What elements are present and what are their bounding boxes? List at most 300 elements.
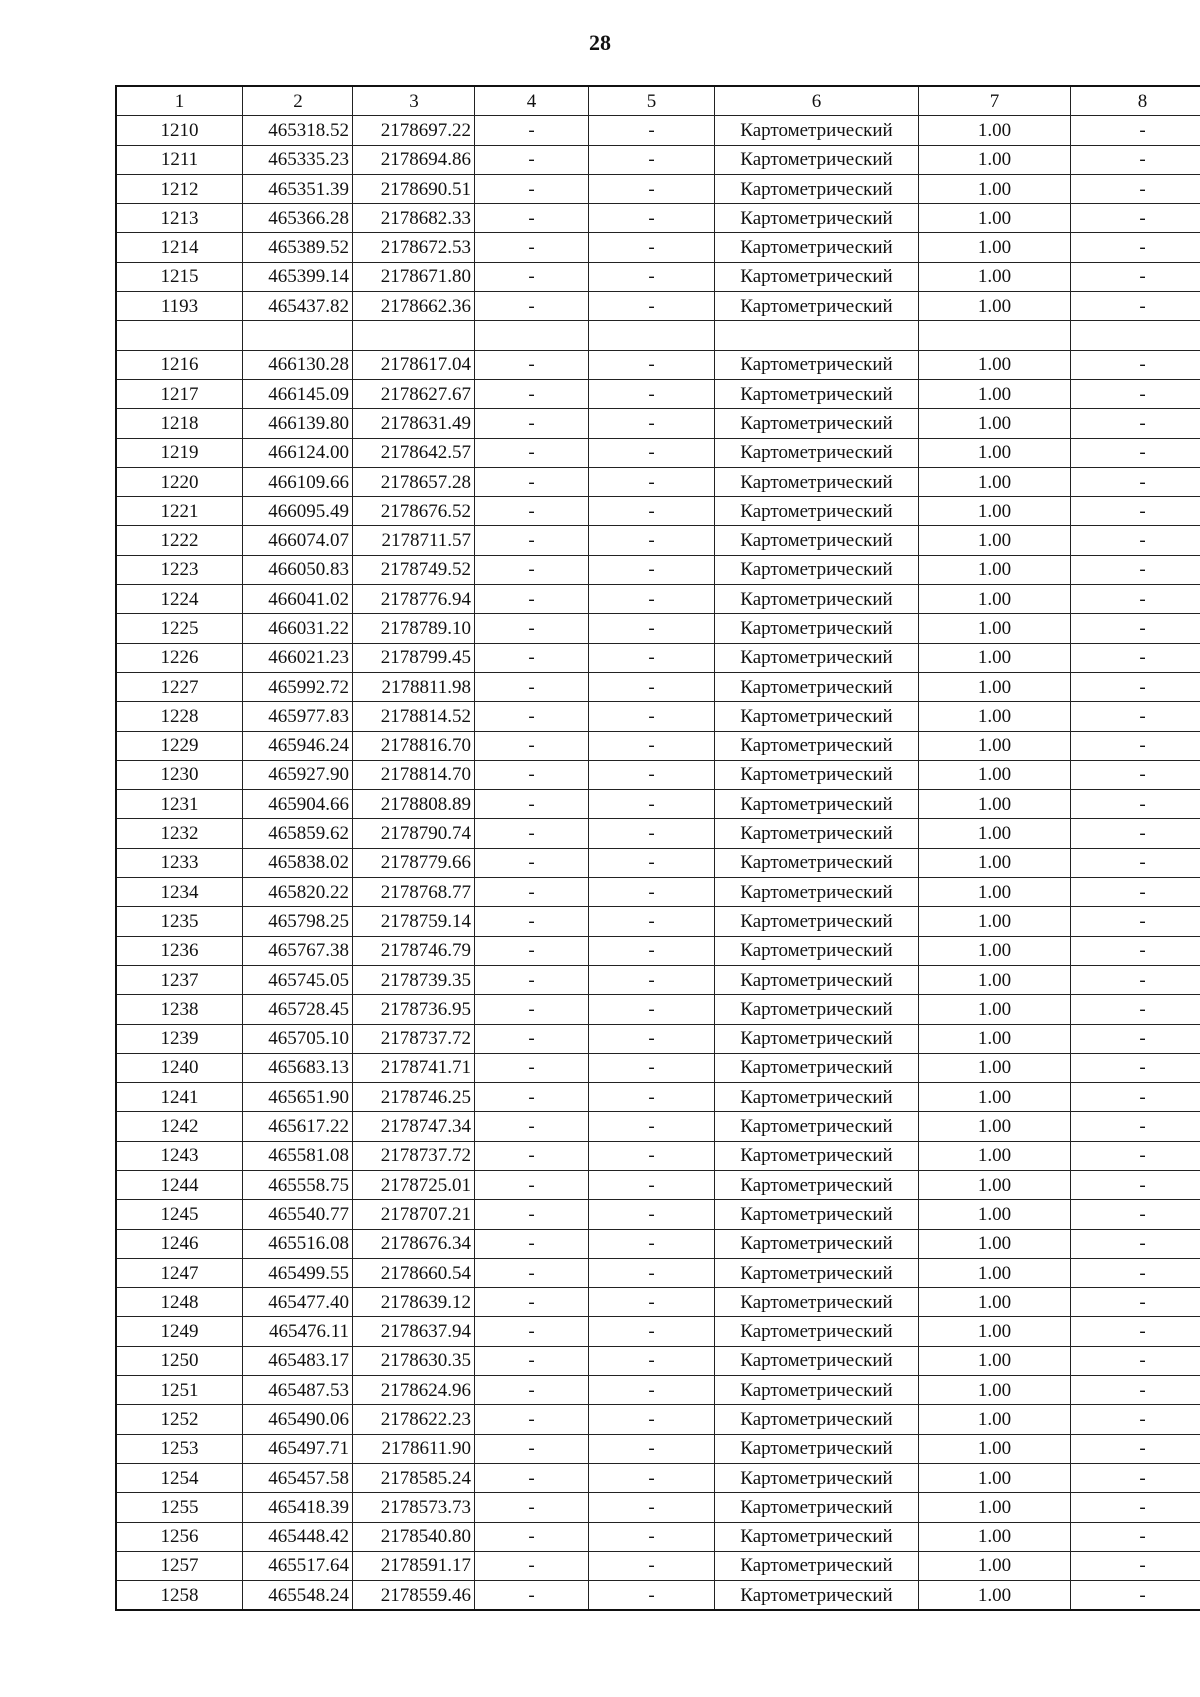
point-number-cell: 1216 [116,350,243,379]
y-coordinate-cell: 2178711.57 [353,526,475,555]
y-coordinate-cell: 2178660.54 [353,1258,475,1287]
point-number-cell: 1236 [116,936,243,965]
method-cell: Картометрический [715,672,919,701]
method-cell: Картометрический [715,936,919,965]
accuracy-cell: 1.00 [919,1288,1071,1317]
point-number-cell: 1220 [116,467,243,496]
table-row [116,907,1200,936]
x-coordinate-cell: 465859.62 [243,819,353,848]
column-4-cell: - [475,1258,589,1287]
x-coordinate-cell: 465820.22 [243,878,353,907]
method-cell: Картометрический [715,379,919,408]
accuracy-cell: 1.00 [919,731,1071,760]
y-coordinate-cell: 2178622.23 [353,1405,475,1434]
x-coordinate-cell: 465558.75 [243,1170,353,1199]
accuracy-cell: 1.00 [919,555,1071,584]
accuracy-cell: 1.00 [919,878,1071,907]
y-coordinate-cell: 2178694.86 [353,145,475,174]
accuracy-cell: 1.00 [919,1053,1071,1082]
table-header [116,86,1200,116]
y-coordinate-cell: 2178642.57 [353,438,475,467]
point-number-cell: 1252 [116,1405,243,1434]
column-4-cell: - [475,1493,589,1522]
table-row [116,585,1200,614]
accuracy-cell: 1.00 [919,1083,1071,1112]
column-4-cell: - [475,965,589,994]
column-5-cell: - [589,907,715,936]
column-header-7: 7 [919,86,1071,116]
table-row [116,1493,1200,1522]
x-coordinate-cell: 465477.40 [243,1288,353,1317]
accuracy-cell: 1.00 [919,1141,1071,1170]
method-cell: Картометрический [715,174,919,203]
column-4-cell: - [475,585,589,614]
column-4-cell: - [475,1405,589,1434]
column-4-cell: - [475,848,589,877]
point-number-cell: 1256 [116,1522,243,1551]
accuracy-cell: 1.00 [919,907,1071,936]
x-coordinate-cell: 465767.38 [243,936,353,965]
column-5-cell: - [589,1522,715,1551]
method-cell: Картометрический [715,1229,919,1258]
column-8-cell: - [1071,233,1200,262]
point-number-cell [116,321,243,350]
column-4-cell: - [475,790,589,819]
column-5-cell: - [589,731,715,760]
column-4-cell: - [475,672,589,701]
column-8-cell: - [1071,878,1200,907]
method-cell: Картометрический [715,1522,919,1551]
column-8-cell: - [1071,1493,1200,1522]
column-4-cell [475,321,589,350]
column-8-cell: - [1071,995,1200,1024]
method-cell: Картометрический [715,585,919,614]
column-5-cell: - [589,702,715,731]
point-number-cell: 1215 [116,262,243,291]
page-number: 28 [589,30,611,55]
column-4-cell: - [475,292,589,321]
y-coordinate-cell: 2178676.34 [353,1229,475,1258]
y-coordinate-cell: 2178779.66 [353,848,475,877]
table-row [116,731,1200,760]
method-cell: Картометрический [715,1434,919,1463]
accuracy-cell: 1.00 [919,409,1071,438]
accuracy-cell: 1.00 [919,1229,1071,1258]
column-4-cell: - [475,350,589,379]
x-coordinate-cell: 465318.52 [243,116,353,145]
point-number-cell: 1238 [116,995,243,1024]
y-coordinate-cell: 2178746.25 [353,1083,475,1112]
point-number-cell: 1223 [116,555,243,584]
accuracy-cell: 1.00 [919,1493,1071,1522]
table-row [116,965,1200,994]
column-5-cell: - [589,1083,715,1112]
column-4-cell: - [475,1229,589,1258]
accuracy-cell: 1.00 [919,995,1071,1024]
method-cell: Картометрический [715,262,919,291]
y-coordinate-cell: 2178662.36 [353,292,475,321]
y-coordinate-cell: 2178624.96 [353,1376,475,1405]
column-5-cell: - [589,878,715,907]
table-row [116,174,1200,203]
method-cell: Картометрический [715,555,919,584]
method-cell: Картометрический [715,1405,919,1434]
table-row [116,204,1200,233]
point-number-cell: 1232 [116,819,243,848]
table-row [116,1170,1200,1199]
table-row [116,848,1200,877]
column-5-cell: - [589,1141,715,1170]
column-5-cell: - [589,1581,715,1611]
column-4-cell: - [475,1024,589,1053]
column-8-cell: - [1071,848,1200,877]
point-number-cell: 1237 [116,965,243,994]
accuracy-cell: 1.00 [919,1522,1071,1551]
column-5-cell: - [589,555,715,584]
accuracy-cell: 1.00 [919,760,1071,789]
column-8-cell: - [1071,1463,1200,1492]
method-cell: Картометрический [715,614,919,643]
table-row [116,145,1200,174]
column-5-cell: - [589,379,715,408]
method-cell: Картометрический [715,409,919,438]
accuracy-cell: 1.00 [919,1463,1071,1492]
method-cell: Картометрический [715,438,919,467]
header-row [116,86,1200,116]
y-coordinate-cell: 2178690.51 [353,174,475,203]
accuracy-cell [919,321,1071,350]
accuracy-cell: 1.00 [919,936,1071,965]
point-number-cell: 1213 [116,204,243,233]
column-4-cell: - [475,204,589,233]
column-8-cell: - [1071,1522,1200,1551]
table-row [116,760,1200,789]
column-4-cell: - [475,145,589,174]
column-5-cell: - [589,936,715,965]
accuracy-cell: 1.00 [919,1317,1071,1346]
column-8-cell: - [1071,643,1200,672]
method-cell: Картометрический [715,878,919,907]
column-4-cell: - [475,497,589,526]
column-4-cell: - [475,1522,589,1551]
method-cell: Картометрический [715,1200,919,1229]
method-cell: Картометрический [715,1493,919,1522]
y-coordinate-cell: 2178814.70 [353,760,475,789]
y-coordinate-cell: 2178630.35 [353,1346,475,1375]
table-row [116,467,1200,496]
column-4-cell: - [475,878,589,907]
column-8-cell: - [1071,1141,1200,1170]
accuracy-cell: 1.00 [919,1346,1071,1375]
column-4-cell: - [475,1346,589,1375]
method-cell: Картометрический [715,1053,919,1082]
y-coordinate-cell: 2178682.33 [353,204,475,233]
table-row [116,1200,1200,1229]
table-row [116,672,1200,701]
column-5-cell: - [589,497,715,526]
accuracy-cell: 1.00 [919,790,1071,819]
y-coordinate-cell: 2178697.22 [353,116,475,145]
point-number-cell: 1229 [116,731,243,760]
column-8-cell: - [1071,965,1200,994]
column-8-cell: - [1071,702,1200,731]
method-cell: Картометрический [715,1083,919,1112]
point-number-cell: 1218 [116,409,243,438]
y-coordinate-cell: 2178725.01 [353,1170,475,1199]
column-5-cell: - [589,1288,715,1317]
accuracy-cell: 1.00 [919,262,1071,291]
method-cell: Картометрический [715,204,919,233]
column-8-cell: - [1071,262,1200,291]
y-coordinate-cell: 2178671.80 [353,262,475,291]
column-4-cell: - [475,438,589,467]
column-5-cell: - [589,438,715,467]
column-4-cell: - [475,1200,589,1229]
method-cell: Картометрический [715,907,919,936]
column-8-cell: - [1071,731,1200,760]
method-cell: Картометрический [715,116,919,145]
point-number-cell: 1254 [116,1463,243,1492]
column-8-cell: - [1071,907,1200,936]
column-5-cell: - [589,1434,715,1463]
point-number-cell: 1231 [116,790,243,819]
column-8-cell: - [1071,1551,1200,1580]
x-coordinate-cell: 465418.39 [243,1493,353,1522]
method-cell: Картометрический [715,643,919,672]
column-8-cell: - [1071,1317,1200,1346]
column-header-2: 2 [243,86,353,116]
column-header-4: 4 [475,86,589,116]
y-coordinate-cell: 2178637.94 [353,1317,475,1346]
method-cell: Картометрический [715,1346,919,1375]
table-row [116,1317,1200,1346]
point-number-cell: 1219 [116,438,243,467]
x-coordinate-cell: 466124.00 [243,438,353,467]
column-4-cell: - [475,379,589,408]
accuracy-cell: 1.00 [919,233,1071,262]
x-coordinate-cell: 465335.23 [243,145,353,174]
column-8-cell: - [1071,585,1200,614]
x-coordinate-cell: 466041.02 [243,585,353,614]
column-8-cell: - [1071,1581,1200,1611]
accuracy-cell: 1.00 [919,1581,1071,1611]
column-4-cell: - [475,702,589,731]
table-row [116,292,1200,321]
column-5-cell: - [589,262,715,291]
table-row [116,1288,1200,1317]
point-number-cell: 1245 [116,1200,243,1229]
method-cell: Картометрический [715,848,919,877]
table-row [116,1434,1200,1463]
accuracy-cell: 1.00 [919,643,1071,672]
column-8-cell: - [1071,1200,1200,1229]
table-row [116,995,1200,1024]
table-row [116,1024,1200,1053]
point-number-cell: 1242 [116,1112,243,1141]
accuracy-cell: 1.00 [919,1258,1071,1287]
table-row [116,1141,1200,1170]
column-8-cell: - [1071,350,1200,379]
x-coordinate-cell: 465517.64 [243,1551,353,1580]
table-row [116,1522,1200,1551]
accuracy-cell: 1.00 [919,438,1071,467]
table-row [116,1463,1200,1492]
method-cell: Картометрический [715,1376,919,1405]
accuracy-cell: 1.00 [919,1024,1071,1053]
point-number-cell: 1243 [116,1141,243,1170]
column-5-cell: - [589,350,715,379]
y-coordinate-cell: 2178585.24 [353,1463,475,1492]
x-coordinate-cell: 465548.24 [243,1581,353,1611]
column-4-cell: - [475,1434,589,1463]
column-5-cell: - [589,1346,715,1375]
x-coordinate-cell: 466130.28 [243,350,353,379]
table-row [116,702,1200,731]
column-5-cell: - [589,760,715,789]
x-coordinate-cell: 465366.28 [243,204,353,233]
point-number-cell: 1233 [116,848,243,877]
accuracy-cell: 1.00 [919,174,1071,203]
y-coordinate-cell: 2178559.46 [353,1581,475,1611]
column-4-cell: - [475,116,589,145]
point-number-cell: 1226 [116,643,243,672]
column-4-cell: - [475,1376,589,1405]
x-coordinate-cell: 466021.23 [243,643,353,672]
accuracy-cell: 1.00 [919,204,1071,233]
accuracy-cell: 1.00 [919,467,1071,496]
x-coordinate-cell: 465389.52 [243,233,353,262]
table-row [116,819,1200,848]
column-5-cell: - [589,848,715,877]
column-4-cell: - [475,409,589,438]
method-cell: Картометрический [715,790,919,819]
method-cell: Картометрический [715,965,919,994]
method-cell: Картометрический [715,1581,919,1611]
column-8-cell: - [1071,1288,1200,1317]
point-number-cell: 1248 [116,1288,243,1317]
point-number-cell: 1250 [116,1346,243,1375]
column-4-cell: - [475,1581,589,1611]
table-row [116,350,1200,379]
column-8-cell: - [1071,1170,1200,1199]
column-5-cell: - [589,467,715,496]
y-coordinate-cell: 2178736.95 [353,995,475,1024]
y-coordinate-cell: 2178799.45 [353,643,475,672]
point-number-cell: 1222 [116,526,243,555]
table-row [116,1581,1200,1611]
column-8-cell: - [1071,1112,1200,1141]
accuracy-cell: 1.00 [919,1376,1071,1405]
method-cell: Картометрический [715,1112,919,1141]
column-8-cell: - [1071,174,1200,203]
y-coordinate-cell: 2178591.17 [353,1551,475,1580]
column-5-cell: - [589,1112,715,1141]
column-5-cell: - [589,116,715,145]
accuracy-cell: 1.00 [919,379,1071,408]
method-cell: Картометрический [715,760,919,789]
y-coordinate-cell: 2178707.21 [353,1200,475,1229]
column-8-cell: - [1071,145,1200,174]
column-4-cell: - [475,174,589,203]
table-row [116,878,1200,907]
column-8-cell: - [1071,790,1200,819]
y-coordinate-cell: 2178639.12 [353,1288,475,1317]
point-number-cell: 1253 [116,1434,243,1463]
x-coordinate-cell: 465798.25 [243,907,353,936]
point-number-cell: 1234 [116,878,243,907]
table-row [116,1551,1200,1580]
y-coordinate-cell: 2178808.89 [353,790,475,819]
column-8-cell: - [1071,1024,1200,1053]
x-coordinate-cell: 465499.55 [243,1258,353,1287]
column-4-cell: - [475,262,589,291]
column-header-8: 8 [1071,86,1200,116]
column-8-cell: - [1071,467,1200,496]
column-8-cell: - [1071,1376,1200,1405]
method-cell: Картометрический [715,995,919,1024]
y-coordinate-cell: 2178768.77 [353,878,475,907]
x-coordinate-cell: 465977.83 [243,702,353,731]
accuracy-cell: 1.00 [919,116,1071,145]
column-8-cell: - [1071,116,1200,145]
column-4-cell: - [475,526,589,555]
x-coordinate-cell: 465399.14 [243,262,353,291]
point-number-cell: 1221 [116,497,243,526]
column-5-cell: - [589,585,715,614]
accuracy-cell: 1.00 [919,145,1071,174]
y-coordinate-cell: 2178739.35 [353,965,475,994]
accuracy-cell: 1.00 [919,702,1071,731]
point-number-cell: 1212 [116,174,243,203]
point-number-cell: 1230 [116,760,243,789]
point-number-cell: 1249 [116,1317,243,1346]
y-coordinate-cell: 2178631.49 [353,409,475,438]
column-4-cell: - [475,1551,589,1580]
point-number-cell: 1244 [116,1170,243,1199]
y-coordinate-cell: 2178749.52 [353,555,475,584]
column-8-cell: - [1071,614,1200,643]
column-4-cell: - [475,1112,589,1141]
table-row [116,1083,1200,1112]
accuracy-cell: 1.00 [919,1170,1071,1199]
column-8-cell: - [1071,1346,1200,1375]
method-cell: Картометрический [715,731,919,760]
column-5-cell: - [589,1317,715,1346]
x-coordinate-cell: 465838.02 [243,848,353,877]
accuracy-cell: 1.00 [919,672,1071,701]
point-number-cell: 1241 [116,1083,243,1112]
x-coordinate-cell: 465992.72 [243,672,353,701]
table-row [116,614,1200,643]
point-number-cell: 1246 [116,1229,243,1258]
column-8-cell: - [1071,526,1200,555]
accuracy-cell: 1.00 [919,350,1071,379]
column-5-cell: - [589,1229,715,1258]
column-5-cell: - [589,1170,715,1199]
y-coordinate-cell: 2178746.79 [353,936,475,965]
column-8-cell: - [1071,1083,1200,1112]
column-header-5: 5 [589,86,715,116]
y-coordinate-cell: 2178627.67 [353,379,475,408]
x-coordinate-cell: 465448.42 [243,1522,353,1551]
point-number-cell: 1240 [116,1053,243,1082]
y-coordinate-cell: 2178540.80 [353,1522,475,1551]
column-header-3: 3 [353,86,475,116]
table-row [116,790,1200,819]
accuracy-cell: 1.00 [919,1405,1071,1434]
column-8-cell [1071,321,1200,350]
x-coordinate-cell: 465705.10 [243,1024,353,1053]
